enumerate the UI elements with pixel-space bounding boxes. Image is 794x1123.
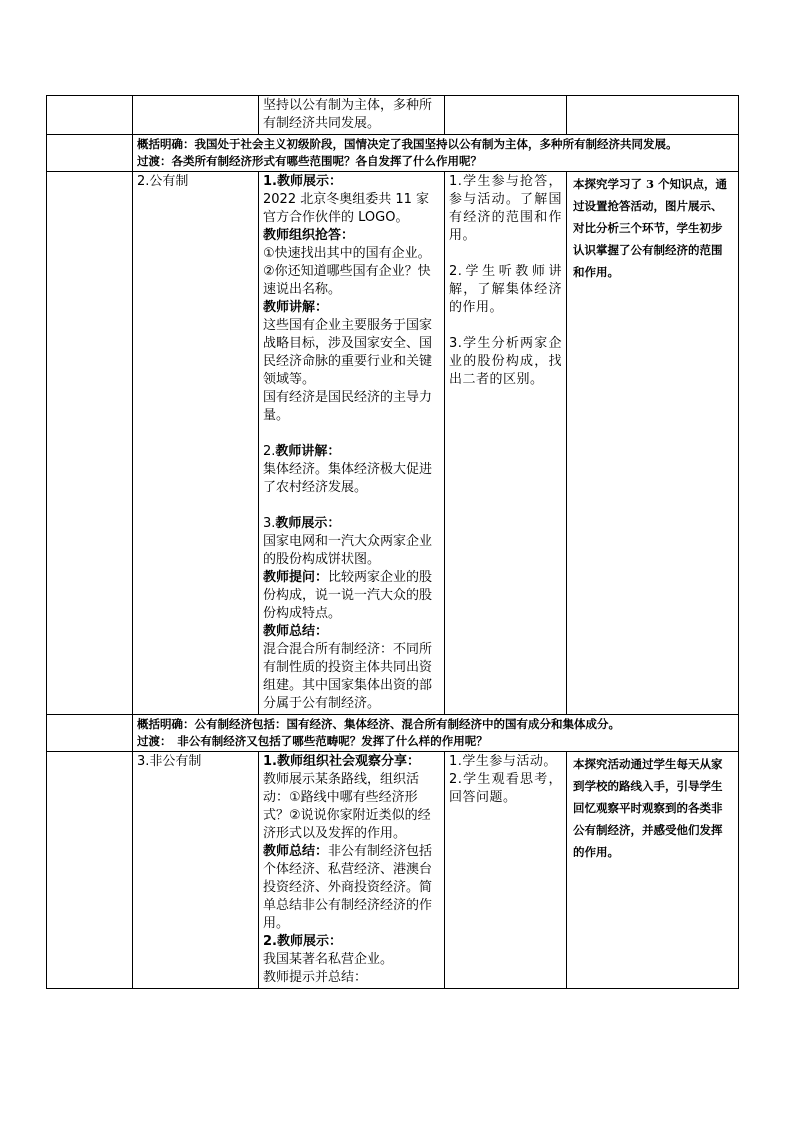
heading-number: 2. bbox=[263, 444, 276, 459]
summary-line: 概括明确：我国处于社会主义初级阶段，国情决定了我国坚持以公有制为主体，多种所有制经济共同发展。 bbox=[137, 137, 678, 151]
teacher-text: 非公有制经济包括个体经济、私营经济、港澳台投资经济、外商投资经济。简单总结非公有制经济经济的作用。 bbox=[263, 844, 433, 931]
stage-label: 3.非公有制 bbox=[137, 754, 202, 769]
teacher-text: 坚持以公有制为主体，多种所有制经济共同发展。 bbox=[263, 98, 433, 131]
stage-cell bbox=[133, 752, 259, 989]
teacher-heading: 2.教师展示： bbox=[263, 934, 342, 949]
stage-label: 2.公有制 bbox=[137, 174, 189, 189]
stage-cell bbox=[133, 96, 259, 135]
teacher-text: ②你还知道哪些国有企业？快速说出名称。 bbox=[263, 264, 431, 297]
teacher-heading: 教师提问： bbox=[263, 570, 329, 585]
teacher-heading: 教师展示： bbox=[275, 516, 341, 531]
merged-left-cell bbox=[47, 135, 133, 172]
teacher-text: 2022 北京冬奥组委共 11 家官方合作伙伴的 LOGO。 bbox=[263, 192, 430, 225]
heading-number: 3. bbox=[263, 516, 276, 531]
summary-cell bbox=[133, 715, 739, 752]
teacher-text: 国家电网和一汽大众两家企业的股份构成饼状图。 bbox=[263, 534, 433, 567]
teacher-text: 这些国有企业主要服务于国家战略目标，涉及国家安全、国民经济命脉的重要行业和关键领域等。 bbox=[263, 318, 433, 387]
teacher-text: ①快速找出其中的国有企业。 bbox=[263, 246, 431, 261]
student-text: 2.学生听教师讲解，了解集体经济的作用。 bbox=[449, 264, 562, 315]
table-row bbox=[47, 96, 739, 135]
teacher-text: 混合混合所有制经济：不同所有制性质的投资主体共同出资组建。其中国家集体出资的部分属于公有制经济。 bbox=[263, 642, 433, 711]
teacher-heading: 教师讲解： bbox=[263, 300, 329, 315]
teacher-heading: 教师组织抢答： bbox=[263, 228, 355, 243]
teacher-heading: 教师总结： bbox=[263, 624, 329, 639]
teacher-text: 教师展示某条路线，组织活动：①路线中哪有些经济形式？②说说你家附近类似的经济形式以及发挥的作用。 bbox=[263, 772, 431, 841]
design-text: 本探究学习了 3 个知识点，通过设置抢答活动，图片展示、对比分析三个环节，学生初步认识掌握了公有制经济的范围和作用。 bbox=[573, 177, 728, 279]
design-intent-cell bbox=[567, 172, 739, 715]
stage-cell bbox=[133, 172, 259, 715]
design-intent-cell bbox=[567, 752, 739, 989]
teacher-text: 比较两家企业的股份构成，说一说一汽大众的股份构成特点。 bbox=[263, 570, 433, 621]
table-row bbox=[47, 752, 739, 989]
transition-line: 过渡： 非公有制经济又包括了哪些范畴呢？发挥了什么样的作用呢？ bbox=[137, 734, 488, 748]
teacher-activity-cell bbox=[259, 172, 445, 715]
merged-left-cell bbox=[47, 172, 133, 715]
student-text: 3.学生分析两家企业的股份构成，找出二者的区别。 bbox=[449, 336, 562, 387]
teacher-text: 教师提示并总结： bbox=[263, 970, 368, 985]
merged-left-cell bbox=[47, 715, 133, 752]
student-activity-cell bbox=[445, 752, 567, 989]
transition-line: 过渡：各类所有制经济形式有哪些范围呢？各自发挥了什么作用呢？ bbox=[137, 154, 482, 168]
student-activity-cell bbox=[445, 96, 567, 135]
design-text: 本探究活动通过学生每天从家到学校的路线入手，引导学生回忆观察平时观察到的各类非公有制经济，并感受他们发挥的作用。 bbox=[573, 757, 723, 859]
teacher-activity-cell bbox=[259, 752, 445, 989]
teacher-heading: 教师讲解： bbox=[275, 444, 341, 459]
teacher-heading: 教师总结： bbox=[263, 844, 329, 859]
student-text: 2.学生观看思考，回答问题。 bbox=[449, 772, 562, 805]
teacher-heading: 1.教师展示： bbox=[263, 174, 342, 189]
lesson-plan-table bbox=[46, 95, 739, 989]
table-row bbox=[47, 172, 739, 715]
student-text: 1.学生参与活动。 bbox=[449, 754, 557, 769]
table-row bbox=[47, 135, 739, 172]
student-text: 1.学生参与抢答，参与活动。了解国有经济的范围和作用。 bbox=[449, 174, 562, 243]
student-activity-cell bbox=[445, 172, 567, 715]
design-intent-cell bbox=[567, 96, 739, 135]
summary-line: 概括明确：公有制经济包括：国有经济、集体经济、混合所有制经济中的国有成分和集体成分。 bbox=[137, 717, 620, 731]
teacher-activity-cell bbox=[259, 96, 445, 135]
teacher-text: 国有经济是国民经济的主导力量。 bbox=[263, 390, 433, 423]
merged-left-cell bbox=[47, 752, 133, 989]
summary-cell bbox=[133, 135, 739, 172]
merged-left-cell bbox=[47, 96, 133, 135]
teacher-text: 集体经济。集体经济极大促进了农村经济发展。 bbox=[263, 462, 433, 495]
table-row bbox=[47, 715, 739, 752]
teacher-heading: 1.教师组织社会观察分享： bbox=[263, 754, 420, 769]
teacher-text: 我国某著名私营企业。 bbox=[263, 952, 394, 967]
